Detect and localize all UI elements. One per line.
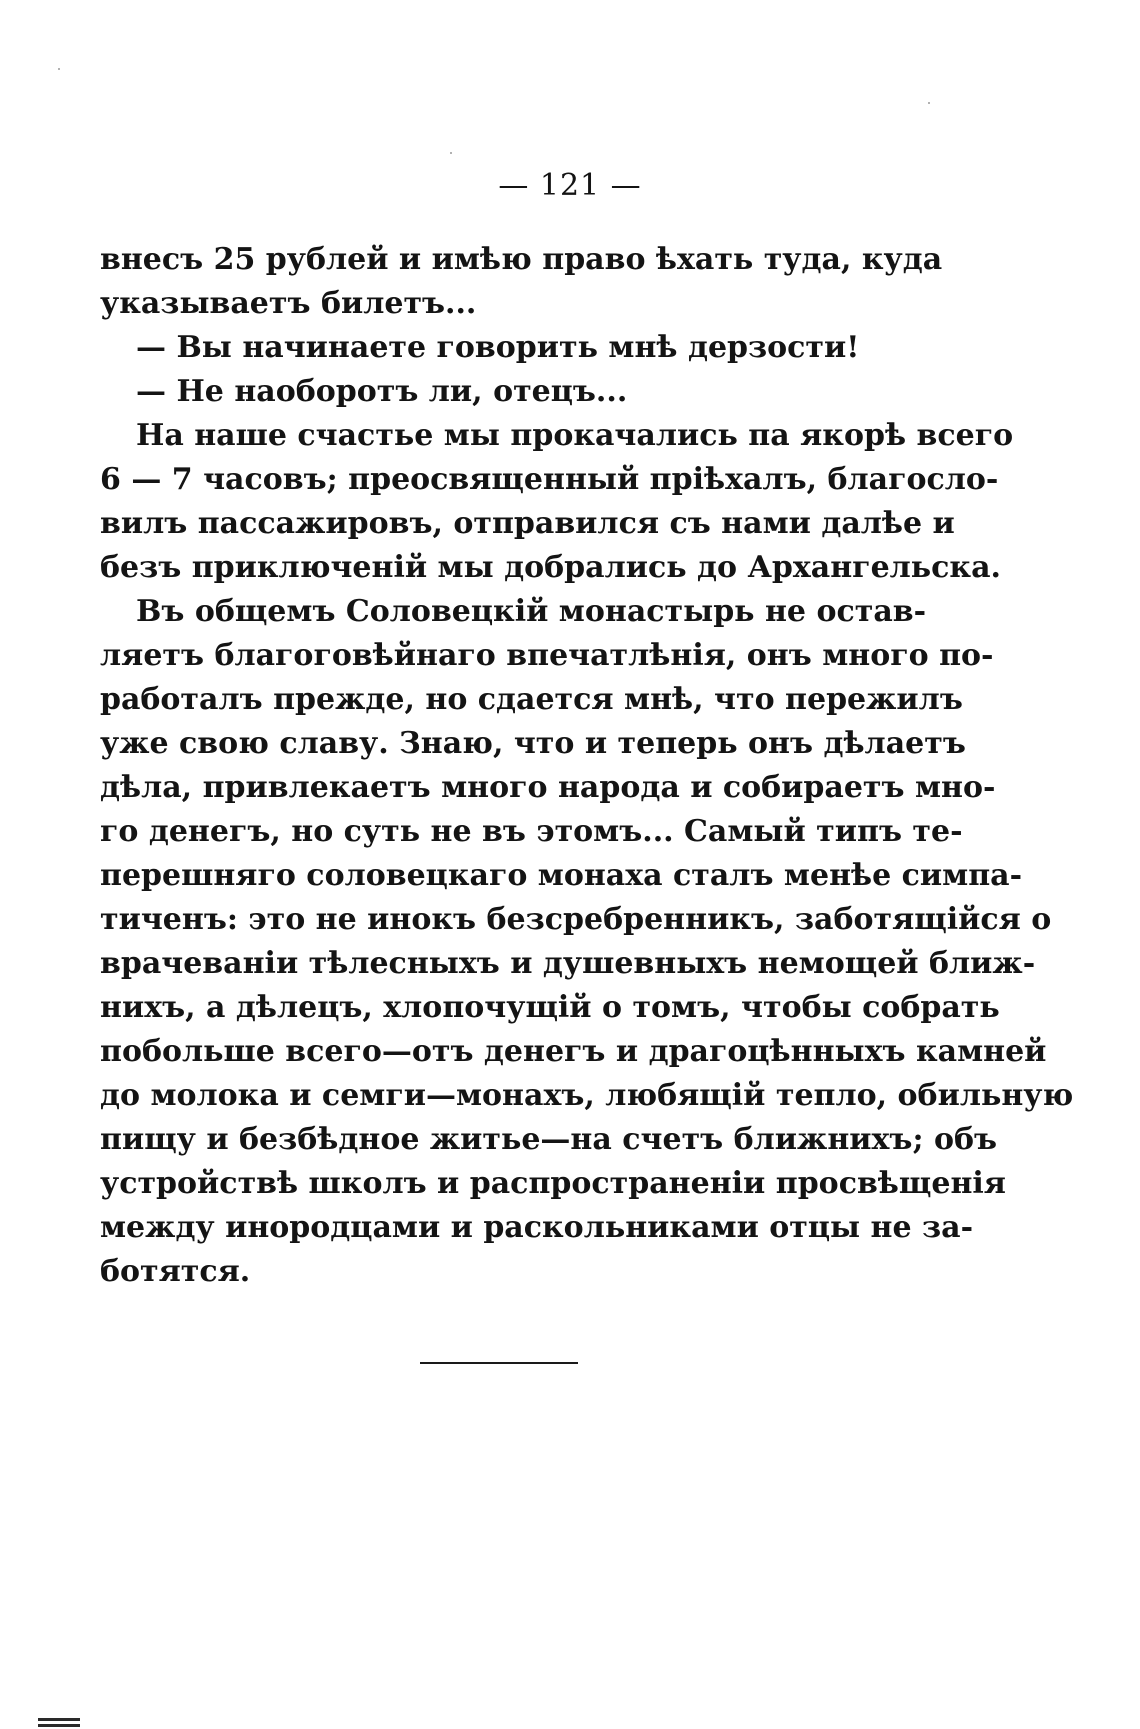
text-line: до молока и семги—монахъ, любящiй тепло, обильную [100,1078,1074,1113]
page-number: — 121 — [498,168,642,203]
text-line: вилъ пассажировъ, отправился съ нами далѣе и [100,506,955,541]
text-line: ботятся. [100,1254,251,1289]
text-line: 6 — 7 часовъ; преосвященный прiѣхалъ, благосло- [100,462,999,497]
text-line: устройствѣ школъ и распространенiи просвѣщенiя [100,1166,1006,1201]
text-line: безъ приключенiй мы добрались до Архангельска. [100,550,1001,585]
text-line: дѣла, привлекаетъ много народа и собираетъ мно- [100,770,996,805]
section-end-rule [420,1362,578,1364]
scan-speck [928,102,930,104]
dialogue-line: — Не наоборотъ ли, отецъ... [136,374,628,409]
text-line: между инородцами и раскольниками отцы не за- [100,1210,974,1245]
text-line: пищу и безбѣдное житье—на счетъ ближнихъ; объ [100,1122,997,1157]
text-line: уже свою славу. Знаю, что и теперь онъ дѣлаетъ [100,726,966,761]
text-line: тиченъ: это не инокъ безсребренникъ, заботящiйся о [100,902,1052,937]
text-line: внесъ 25 рублей и имѣю право ѣхать туда, куда [100,242,943,277]
dialogue-line: — Вы начинаете говорить мнѣ дерзости! [136,330,860,365]
text-line: го денегъ, но суть не въ этомъ... Самый типъ те- [100,814,963,849]
paragraph-start-line: Въ общемъ Соловецкiй монастырь не остав- [136,594,927,629]
text-line: нихъ, а дѣлецъ, хлопочущiй о томъ, чтобы собрать [100,990,1000,1025]
text-line: работалъ прежде, но сдается мнѣ, что пережилъ [100,682,963,717]
text-line: врачеванiи тѣлесныхъ и душевныхъ немощей ближ- [100,946,1036,981]
paragraph-start-line: На наше счастье мы прокачались па якорѣ всего [136,418,1014,453]
scan-edge-mark [38,1718,80,1721]
body-text [100,238,1074,1294]
text-line: ляетъ благоговѣйнаго впечатлѣнiя, онъ много по- [100,638,994,673]
text-line: указываетъ билетъ... [100,286,477,321]
scan-speck [58,68,60,70]
text-line: побольше всего—отъ денегъ и драгоцѣнныхъ камней [100,1034,1047,1069]
scan-edge-mark [38,1724,80,1727]
scan-speck [450,152,452,154]
text-line: перешняго соловецкаго монаха сталъ менѣе симпа- [100,858,1023,893]
